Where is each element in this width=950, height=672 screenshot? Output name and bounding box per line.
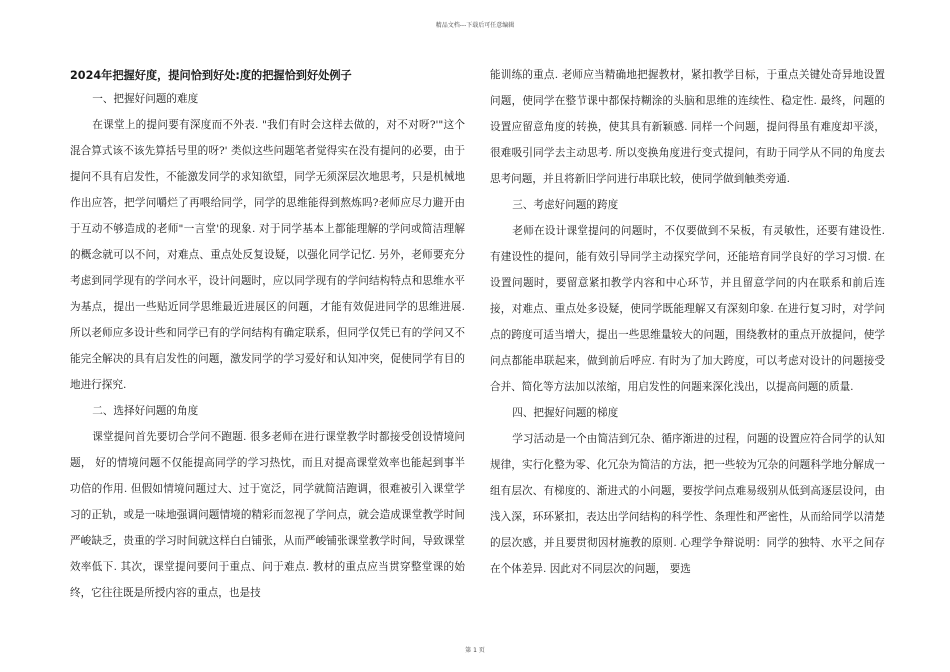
- document-title: 2024年把握好度，提问恰到好处:度的把握恰到好处例子: [70, 69, 352, 82]
- left-column: [70, 66, 465, 606]
- paragraph-angle-continued: 能训练的重点. 老师应当精确地把握教材，紧扣教学目标，于重点关键处奇异地设置问题，使同学在整节课中都保持糊涂的头脑和思维的连续性、稳定性. 最终，问题的设置应留意角度的转换，使其具有新颖感. 同样一个问题，提问得虽有难度却平淡，很难吸引同学去主动思考. 所以变换角度进行变式提问，有助于同学从不同的角度去思考问题，并且将新旧学问进行串联比较，使同学做到触类旁通.: [490, 69, 885, 185]
- section-heading-angle: 二、选择好问题的角度: [92, 405, 199, 417]
- page-number: 第 1 页: [465, 647, 485, 654]
- section-heading-difficulty: 一、把握好问题的难度: [92, 93, 199, 105]
- right-column: [490, 62, 885, 582]
- paragraph-difficulty: 在课堂上的提问要有深度而不外表. "我们有时会这样去做的，对不对呀?'"这个混合算式该不该先算括号里的呀?' 类似这些问题笔者觉得实在没有提问的必要，由于提问不具有启发性，不能激发同学的求知欲望，同学无须深层次地思考，只是机械地作出应答，把学问嚼烂了再喂给同学，同学的思维能得到熬炼吗?老师应尽力避开由于互动不够造成的老师"一言堂'的现象. 对于同学基本上都能理解的学问或简洁理解的概念就可以不问，对难点、重点处反复设疑，以强化同学记忆. 另外，老师要充分考虑到同学现有的学问水平，设计问题时，应以同学现有的学问结构特点和思维水平为基点，提出一些贴近同学思维最近进展区的问题，才能有效促进同学的思维进展. 所以老师应多设计些和同学已有的学问结构有确定联系，但同学仅凭已有的学问又不能完全解决的具有启发性的问题，激发同学的学习爱好和认知冲突，促使同学有目的地进行探究.: [70, 119, 465, 391]
- paragraph-gradient: 学习活动是一个由简洁到冗杂、循序渐进的过程，问题的设置应符合同学的认知规律，实行化整为零、化冗杂为简洁的方法，把一些较为冗杂的问题科学地分解成一组有层次、有梯度的、渐进式的小问题，要按学问点难易级别从低到高逐层设问，由浅入深，环环紧扣，表达出学问结构的科学性、条理性和严密性，从而给同学以清楚的层次感，并且要贯彻因材施教的原则. 心理学争辩说明：同学的独特、水平之间存在个体差异. 因此对不同层次的问题， 要选: [490, 433, 885, 575]
- section-heading-span: 三、考虑好问题的跨度: [512, 199, 619, 211]
- paragraph-angle: 课堂提问首先要切合学问不跑题. 很多老师在进行课堂教学时都接受创设情境问题， 好的情境问题不仅能提高同学的学习热忱，而且对提高课堂效率也能起到事半功倍的作用. 但假如情境问题过大、过于宽泛，同学就简洁跑调，很难被引入课堂学习的正轨，或是一味地强调问题情境的精彩而忽视了学问点，就会造成课堂教学时间严峻缺乏，贵重的学习时间就这样白白铺张，从而严峻铺张课堂教学时间，导致课堂效率低下. 其次，课堂提问要问于重点、问于难点. 教材的重点应当贯穿整堂课的始终，它往往既是所授内容的重点，也是技: [70, 431, 465, 599]
- page-header: 精品文档---下载后可任意编辑: [435, 22, 515, 29]
- paragraph-span: 老师在设计课堂提问的问题时，不仅要做到不呆板，有灵敏性，还要有建设性. 有建设性的提问，能有效引导同学主动探究学问，还能培育同学良好的学习习惯. 在设置问题时，要留意紧扣教学内容和中心环节，并且留意学问的内在联系和前后连接，对难点、重点处多设疑，使同学既能理解又有深刻印象. 在进行复习时，对学问点的跨度可适当增大，提出一些思维量较大的问题，围绕教材的重点开放提问，使学问点都能串联起来，做到前后呼应. 有时为了加大跨度，可以考虑对设计的问题接受合并、简化等方法加以浓缩，用启发性的问题来深化浅出，以提高问题的质量.: [490, 225, 885, 393]
- section-heading-gradient: 四、把握好问题的梯度: [512, 407, 619, 419]
